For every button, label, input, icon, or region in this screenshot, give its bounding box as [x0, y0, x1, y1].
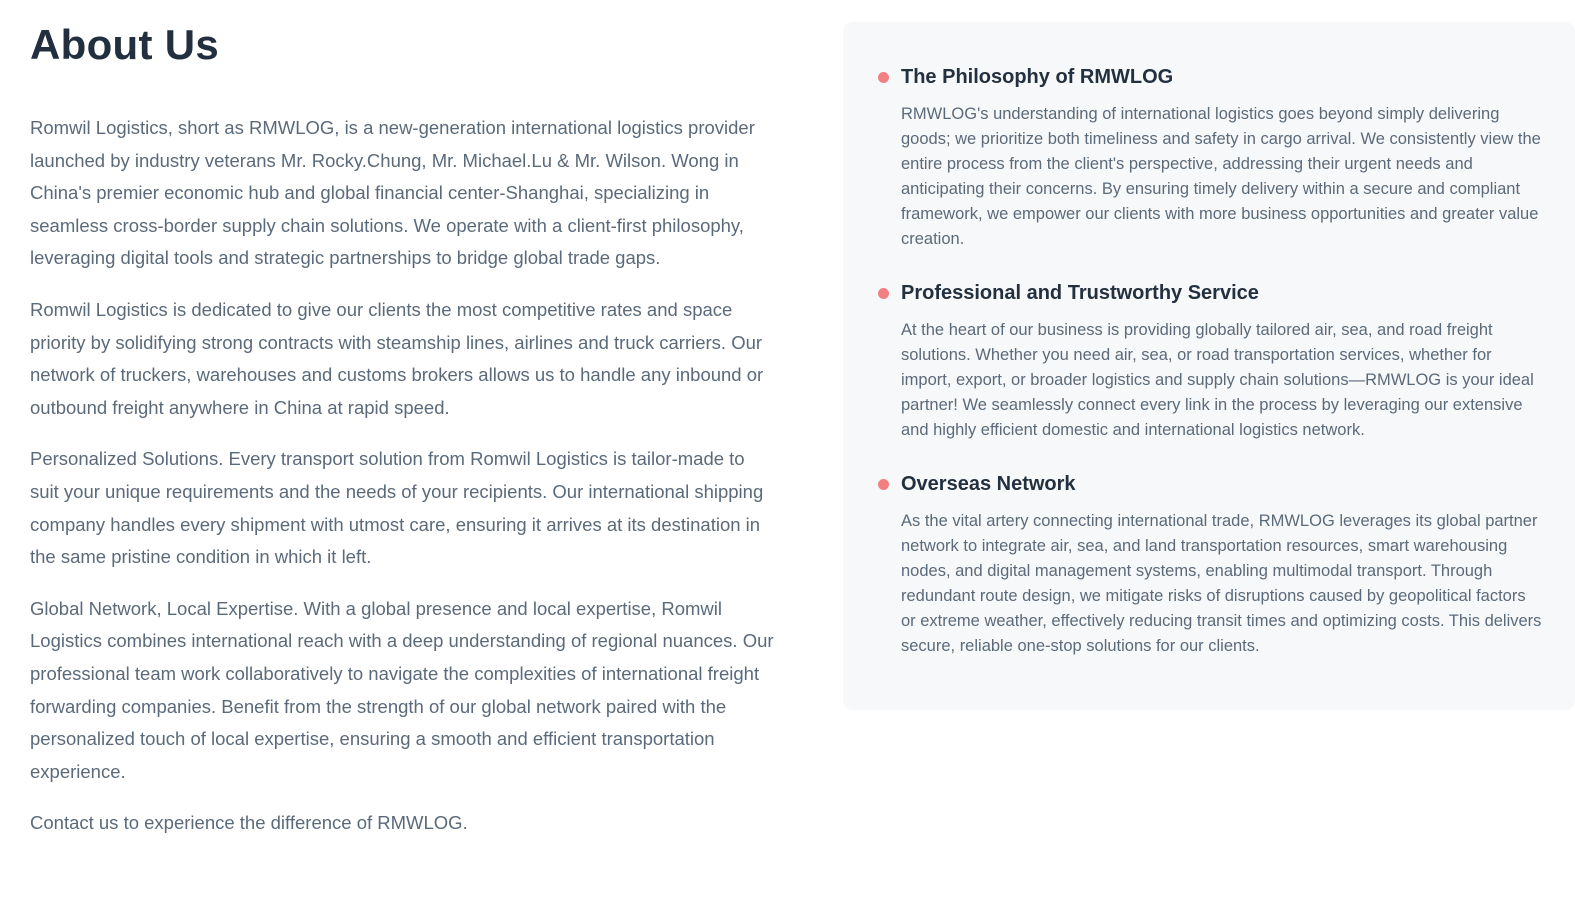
highlight-body: At the heart of our business is providing globally tailored air, sea, and road freight solutions. Whether you need air, sea, or road transportation services, whether for import, export, or broader logistics and supply chain solutions—RMWLOG is your ideal partner! We seamlessly connect every link in the process by leveraging our extensive and highly efficient domestic and international logistics network. [901, 321, 1534, 439]
about-paragraph-global-network: Global Network, Local Expertise. With a global presence and local expertise, Romwil Logistics combines international reach with a deep understanding of regional nuances. Our professional team work collaboratively to navigate the complexities of international freight forwarding companies. Benefit from the strength of our global network paired with the personalized touch of local expertise, ensuring a smooth and efficient transportation experience. [30, 597, 774, 782]
page-title: About Us [30, 21, 220, 68]
bullet-dot-icon [878, 288, 889, 299]
about-paragraph-rates: Romwil Logistics is dedicated to give our clients the most competitive rates and space priority by solidifying strong contracts with steamship lines, airlines and truck carriers. Our network of truckers, warehouses and customs brokers allows us to handle any inbound or outbound freight anywhere in China at rapid speed. [30, 298, 764, 418]
highlight-title: The Philosophy of RMWLOG [901, 66, 1174, 88]
highlight-content [901, 63, 1543, 252]
highlight-section-overseas-network [878, 470, 1543, 659]
highlight-content [901, 470, 1543, 659]
highlight-section-philosophy [878, 63, 1543, 252]
about-paragraph-personalized: Personalized Solutions. Every transport solution from Romwil Logistics is tailor-made to suit your unique requirements and the needs of your recipients. Our international shipping company handles every shipment with utmost care, ensuring it arrives at its destination in the same pristine condition in which it left. [30, 448, 764, 568]
highlight-title: Professional and Trustworthy Service [901, 282, 1259, 304]
about-paragraph-intro: Romwil Logistics, short as RMWLOG, is a new-generation international logistics provider launched by industry veterans Mr. Rocky.Chung, Mr. Michael.Lu & Mr. Wilson. Wong in China's premier economic hub and global financial center-Shanghai, specializing in seamless cross-border supply chain solutions. We operate with a client-first philosophy, leveraging digital tools and strategic partnerships to bridge global trade gaps. [30, 117, 755, 269]
bullet-dot-icon [878, 479, 889, 490]
highlight-content [901, 279, 1543, 443]
highlight-body: As the vital artery connecting international trade, RMWLOG leverages its global partner network to integrate air, sea, and land transportation resources, smart warehousing nodes, and digital management systems, enabling multimodal transport. Through redundant route design, we mitigate risks of disruptions caused by geopolitical factors or extreme weather, effectively reducing transit times and optimizing costs. This delivers secure, reliable one-stop solutions for our clients. [901, 512, 1542, 655]
about-paragraph-contact: Contact us to experience the difference of RMWLOG. [30, 812, 468, 834]
highlight-title: Overseas Network [901, 473, 1076, 495]
highlights-panel [843, 22, 1575, 710]
highlight-body: RMWLOG's understanding of international logistics goes beyond simply delivering goods; we prioritize both timeliness and safety in cargo arrival. We consistently view the entire process from the client's perspective, addressing their urgent needs and anticipating their concerns. By ensuring timely delivery within a secure and compliant framework, we empower our clients with more business opportunities and greater value creation. [901, 105, 1541, 248]
bullet-dot-icon [878, 72, 889, 83]
about-article [30, 20, 778, 840]
highlight-section-service [878, 279, 1543, 443]
